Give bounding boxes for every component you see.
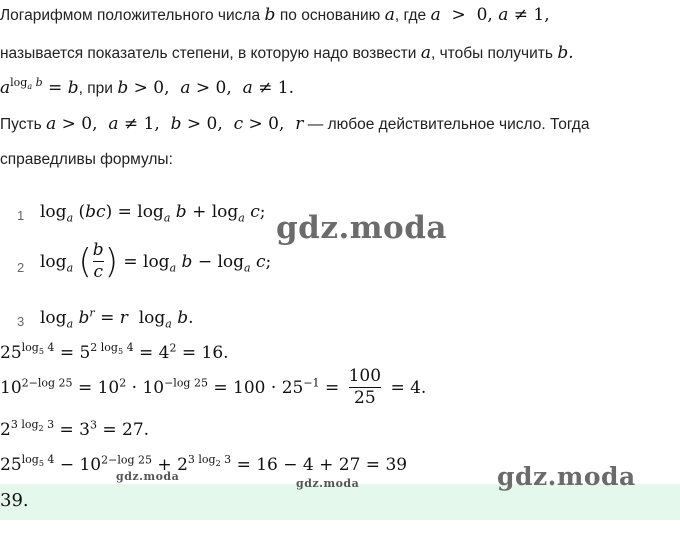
watermark: gdz.moda <box>276 210 447 246</box>
intro-line-4 <box>0 114 589 134</box>
intro-text-line4b: — любое действительное число. Тогда <box>307 116 590 133</box>
math-def-conditions: b > 0, a > 0, a ≠ 1. <box>117 78 294 98</box>
formula-3: $\log_a b^r = r$ $\log_a b$. <box>40 306 194 331</box>
formula-number: 1 <box>17 208 25 223</box>
formula-1: $\log_a (bc) = \log_a b + \log_a c$; <box>40 202 266 225</box>
watermark: gdz.moda <box>497 462 636 491</box>
math-a2: a <box>420 43 431 63</box>
math-a: a <box>384 5 395 25</box>
intro-text-line3: , при <box>78 80 113 97</box>
intro-text-b: по основанию <box>279 7 381 24</box>
intro-line-5 <box>0 151 173 169</box>
math-b2: b. <box>557 43 574 63</box>
intro-text-a: Логарифмом положительного числа <box>0 7 261 24</box>
formula-number: 3 <box>17 314 25 329</box>
intro-text-c: , где <box>394 7 427 24</box>
solution-line-1: $25^{log_5 4} = 5^{2 log_5 4} = 4^2 = 16$. <box>0 341 229 363</box>
formula-number: 2 <box>17 260 25 275</box>
math-condition: a > 0, a ≠ 1, <box>430 5 550 25</box>
math-definition: $a^{log_a b} = b$ <box>0 76 79 98</box>
intro-line-3 <box>0 78 294 98</box>
intro-line-1 <box>0 5 550 25</box>
intro-text-line2b: , чтобы получить <box>430 45 553 62</box>
intro-line-2 <box>0 43 574 63</box>
solution-line-2: $10^{2-log 25} = 10^2 \cdot 10^{-log 25} = 100 \cdot 25^{-1}$ = $\frac{100}{25}$ = 4. <box>0 366 427 409</box>
watermark-small: gdz.moda <box>116 470 180 483</box>
intro-text-line2: называется показатель степени, в которую надо возвести <box>0 45 417 62</box>
answer-value: 39. <box>0 490 29 511</box>
intro-text-line4a: Пусть <box>0 116 42 133</box>
solution-line-3: $2^{3 log_2 3} = 3^3 = 27$. <box>0 418 150 440</box>
math-conditions-2: a > 0, a ≠ 1, b > 0, c > 0, r <box>46 114 304 134</box>
watermark-small: gdz.moda <box>296 477 360 490</box>
intro-text-line5: справедливы формулы: <box>0 151 173 168</box>
solution-line-4: $25^{log_5 4} - 10^{2-log 25} + 2^{3 log_2 3} = 16 - 4 + 27 = 39$ <box>0 453 408 475</box>
math-b: b <box>264 5 276 25</box>
formula-2: $\log_a$ ( $\frac{b}{c}$ ) = $\log_a b - \log_a c$; <box>40 240 272 283</box>
